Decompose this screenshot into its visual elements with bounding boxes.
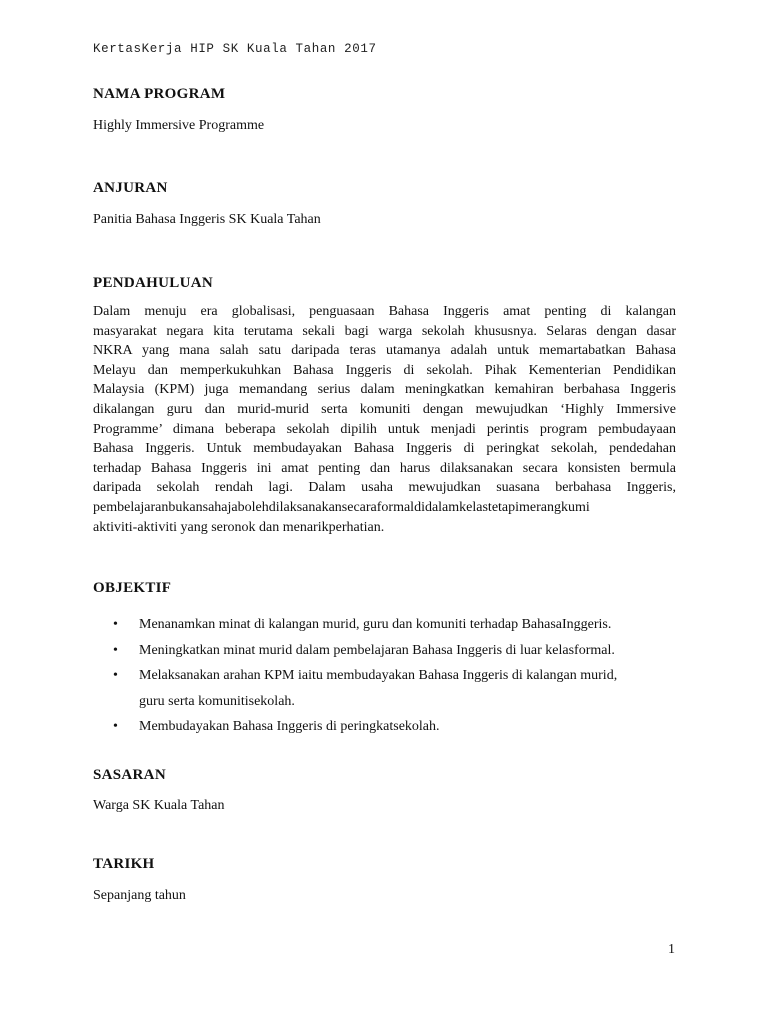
- paragraph-line: Bahasa Inggeris. Untuk membudayakan Bahasa Inggeris di peringkat sekolah, pendedahan: [93, 441, 676, 457]
- objektif-list: [93, 612, 693, 740]
- list-item: [93, 714, 693, 740]
- paragraph-line: aktiviti-aktiviti yang seronok dan menarikperhatian.: [93, 519, 385, 535]
- list-item: [93, 638, 693, 664]
- heading-tarikh: TARIKH: [93, 856, 155, 872]
- nama-program-text: Highly Immersive Programme: [93, 118, 265, 133]
- bullet-icon: •: [113, 617, 118, 632]
- running-header: KertasKerja HIP SK Kuala Tahan 2017: [93, 42, 377, 56]
- paragraph-line: masyarakat negara kita terutama sekali bagi warga sekolah khususnya. Selaras dengan dasar: [93, 323, 676, 339]
- heading-anjuran: ANJURAN: [93, 180, 168, 196]
- bullet-icon: •: [113, 642, 118, 658]
- list-item-text: Melaksanakan arahan KPM iaitu membudayakan Bahasa Inggeris di kalangan murid,: [139, 668, 618, 683]
- list-item-text: Menanamkan minat di kalangan murid, guru dan komuniti terhadap BahasaInggeris.: [139, 617, 612, 632]
- paragraph-line: Melayu dan memperkukuhkan Bahasa Inggeris di sekolah. Pihak Kementerian Pendidikan: [93, 362, 676, 378]
- heading-objektif: OBJEKTIF: [93, 580, 172, 596]
- list-item-text: Meningkatkan minat murid dalam pembelajaran Bahasa Inggeris di luar kelasformal.: [139, 642, 615, 658]
- page-number: 1: [668, 942, 675, 957]
- paragraph-line: pembelajaranbukansahajabolehdilaksanakansecaraformaldidalamkelastetapimerangkumi: [93, 499, 590, 515]
- paragraph-line: NKRA yang mana salah satu daripada teras utamanya adalah untuk memartabatkan Bahasa: [93, 343, 676, 359]
- sasaran-text: Warga SK Kuala Tahan: [93, 798, 225, 813]
- paragraph-line: Programme’ dimana beberapa sekolah dipilih untuk menjadi perintis program pembudayaan: [93, 421, 676, 437]
- heading-pendahuluan: PENDAHULUAN: [93, 275, 213, 291]
- paragraph-line: daripada sekolah rendah lagi. Dalam usaha mewujudkan suasana berbahasa Inggeris,: [93, 480, 676, 496]
- list-item: [93, 663, 693, 714]
- tarikh-text: Sepanjang tahun: [93, 888, 186, 903]
- heading-sasaran: SASARAN: [93, 767, 166, 783]
- bullet-icon: •: [113, 719, 118, 734]
- list-item: [93, 612, 693, 638]
- heading-nama-program: NAMA PROGRAM: [93, 86, 226, 102]
- anjuran-text: Panitia Bahasa Inggeris SK Kuala Tahan: [93, 212, 321, 227]
- paragraph-line: terhadap Bahasa Inggeris ini amat penting dan harus dilaksanakan secara konsisten bermula: [93, 460, 676, 476]
- pendahuluan-paragraph: [93, 302, 676, 537]
- paragraph-line: Malaysia (KPM) juga memandang serius dalam meningkatkan kemahiran berbahasa Inggeris: [93, 382, 676, 398]
- list-item-text: Membudayakan Bahasa Inggeris di peringkatsekolah.: [139, 719, 440, 734]
- paragraph-line: Dalam menuju era globalisasi, penguasaan Bahasa Inggeris amat penting di kalangan: [93, 304, 676, 319]
- bullet-icon: •: [113, 668, 118, 683]
- list-item-text-continued: guru serta komunitisekolah.: [139, 693, 295, 709]
- paragraph-line: dikalangan guru dan murid-murid serta komuniti dengan mewujudkan ‘Highly Immersive: [93, 401, 676, 417]
